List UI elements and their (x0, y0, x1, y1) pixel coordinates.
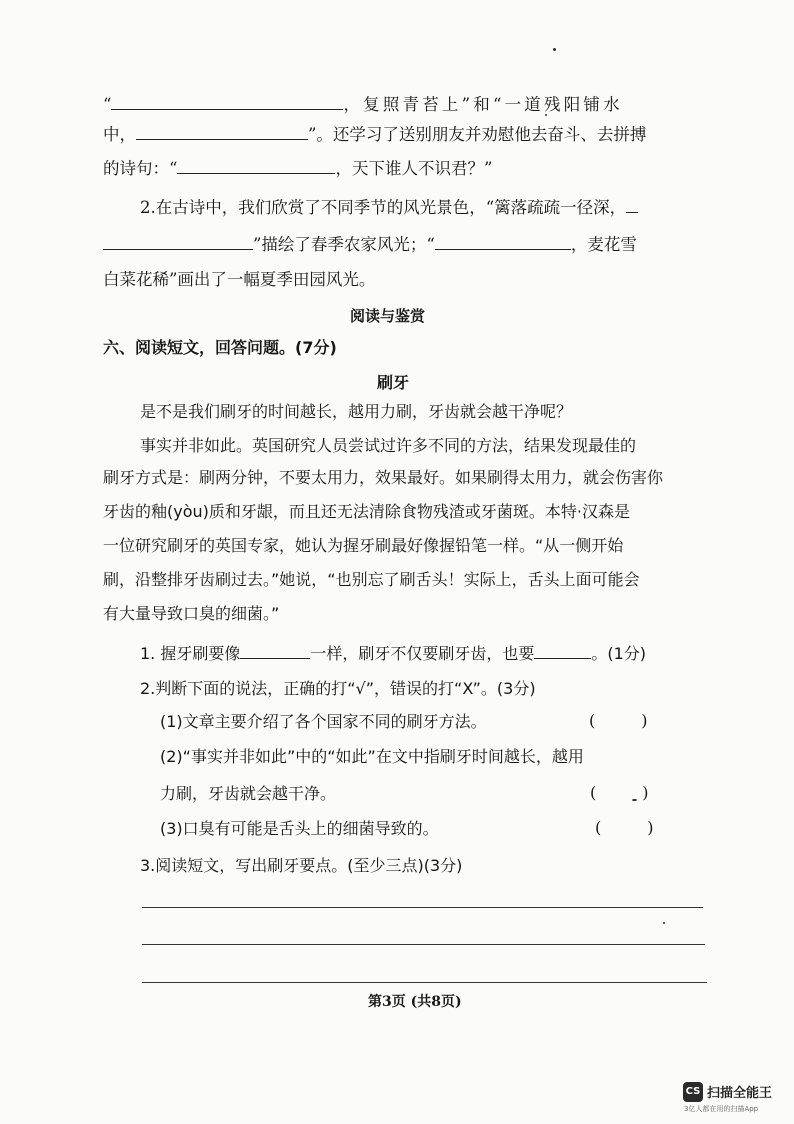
article-line: 牙齿的釉(yòu)质和牙龈，而且还无法清除食物残渣或牙菌斑。本特·汉森是 (103, 502, 630, 521)
article-line: 一位研究刷牙的英国专家，她认为握牙刷最好像握铅笔一样。“从一侧开始 (103, 536, 624, 555)
answer-line[interactable] (142, 907, 703, 908)
scanner-app-name: 扫描全能王 (707, 1086, 773, 1101)
question-1: 1. 握牙刷要像 一样，刷牙不仅要刷牙齿，也要 。(1分) (140, 644, 647, 663)
answer-blank[interactable] (177, 158, 335, 174)
judgement-item-2-cont: 力刷，牙齿就会越干净。 (160, 784, 337, 803)
scanner-app-tagline: 3亿人都在用的扫描App (684, 1105, 759, 1113)
scanner-logo-icon: CS (683, 1082, 703, 1102)
scan-speck (553, 48, 556, 51)
poem-line-2: 中， ”。还学习了送别朋友并劝慰他去奋斗、去拼搏 (103, 125, 647, 144)
scan-speck (545, 114, 547, 116)
article-paragraph-1: 是不是我们刷牙的时间越长，越用力刷，牙齿就会越干净呢？ (140, 402, 573, 421)
question-2-heading: 2.判断下面的说法，正确的打“√”，错误的打“X”。(3分) (140, 679, 536, 698)
question-3-heading: 3.阅读短文，写出刷牙要点。(至少三点)(3分) (140, 856, 463, 875)
poem-line-1: “ ，复照青苔上”和“一道残阳铺水 (103, 95, 623, 114)
answer-blank[interactable] (103, 234, 253, 250)
answer-line[interactable] (142, 944, 705, 945)
article-line: 事实并非如此。英国研究人员尝试过许多不同的方法，结果发现最佳的 (140, 436, 637, 455)
answer-blank[interactable] (534, 643, 591, 659)
judgement-item-3: (3)口臭有可能是舌头上的细菌导致的。 (160, 819, 439, 838)
answer-paren-1[interactable]: ( ) (589, 711, 648, 730)
scan-speck (632, 799, 637, 801)
answer-blank[interactable] (626, 197, 638, 213)
poem-q2-line-3: 白菜花稀”画出了一幅夏季田园风光。 (103, 270, 376, 289)
judgement-item-2: (2)“事实并非如此”中的“如此”在文中指刷牙时间越长，越用 (160, 747, 584, 766)
answer-blank[interactable] (240, 643, 310, 659)
answer-line[interactable] (142, 982, 707, 983)
article-line: 刷牙方式是：刷两分钟，不要太用力，效果最好。如果刷得太用力，就会伤害你 (103, 468, 664, 487)
answer-blank[interactable] (435, 234, 571, 250)
poem-q2-line-2: ”描绘了春季农家风光；“ ，麦花雪 (103, 234, 637, 255)
poem-line-3: 的诗句：“ ，天下谁人不识君？” (103, 159, 493, 178)
scan-speck (663, 922, 665, 924)
article-line: 刷，沿整排牙齿刷过去。”她说，“也别忘了刷舌头！实际上，舌头上面可能会 (103, 570, 640, 589)
question-6-heading: 六、阅读短文，回答问题。(7分) (103, 338, 337, 357)
page-number: 第3页 (共8页) (368, 994, 462, 1010)
article-line: 有大量导致口臭的细菌。” (103, 604, 280, 623)
judgement-item-1: (1)文章主要介绍了各个国家不同的刷牙方法。 (160, 712, 487, 731)
article-title: 刷牙 (377, 373, 410, 392)
answer-blank[interactable] (136, 124, 308, 140)
answer-blank[interactable] (111, 94, 343, 110)
poem-q2-line-1: 2.在古诗中，我们欣赏了不同季节的风光景色，“篱落疏疏一径深， (140, 197, 638, 218)
section-title: 阅读与鉴赏 (350, 307, 426, 325)
answer-paren-2[interactable]: ( ) (590, 783, 649, 802)
answer-paren-3[interactable]: ( ) (595, 818, 654, 837)
